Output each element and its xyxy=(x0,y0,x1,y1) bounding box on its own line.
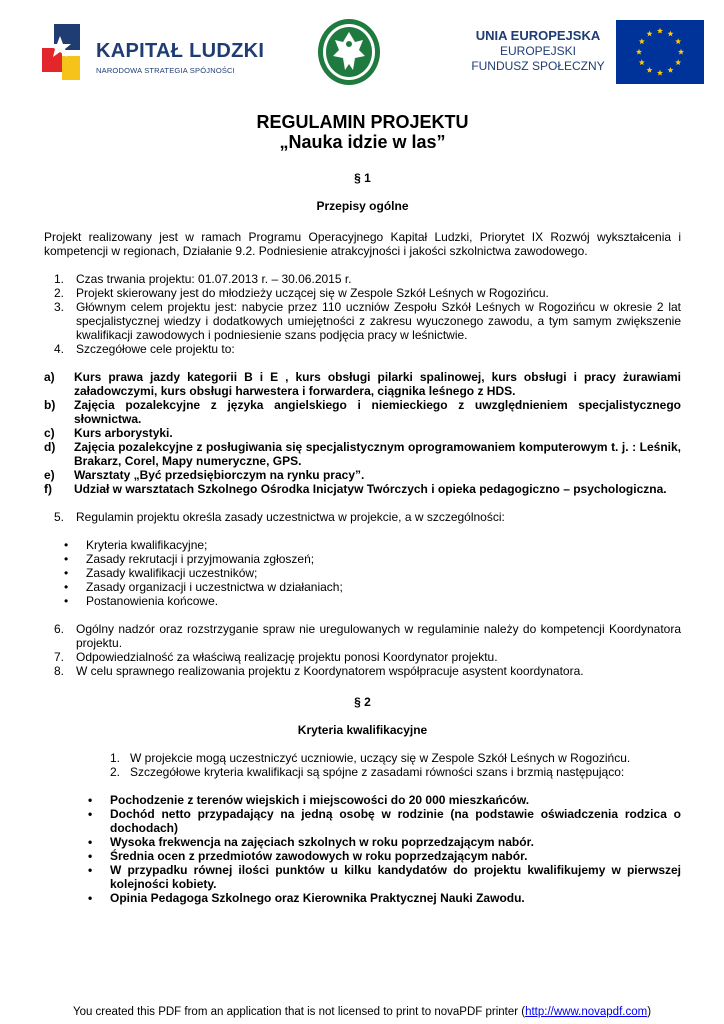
project-goals-list xyxy=(44,370,681,496)
eu-flag-icon xyxy=(616,20,704,84)
kapital-ludzki-logo xyxy=(40,22,270,84)
list-item: • Dochód netto przypadający na jedną osobę w rodzinie (na podstawie oświadczenia rodzica o dochodach) xyxy=(88,807,681,835)
list-item: • W przypadku równej ilości punktów u kilku kandydatów do projektu kwalifikujemy w pierwszej kolejności kobiety. xyxy=(88,863,681,891)
list-item: 6. Ogólny nadzór oraz rozstrzyganie spraw nie uregulowanych w regulaminie należy do kompetencji Koordynatora projektu. xyxy=(54,622,681,650)
list-item: 2. Szczegółowe kryteria kwalifikacji są spójne z zasadami równości szans i brzmią następująco: xyxy=(110,765,625,779)
eu-line1: UNIA EUROPEJSKA xyxy=(475,28,601,43)
document-body xyxy=(44,112,681,905)
list-item: • Postanowienia końcowe. xyxy=(64,594,219,608)
logo-title: KAPITAŁ LUDZKI xyxy=(96,40,265,62)
list-item: 1. W projekcie mogą uczestniczyć uczniowie, uczący się w Zespole Szkół Leśnych w Rogozińcu. xyxy=(110,751,631,765)
list-item: • Kryteria kwalifikacyjne; xyxy=(64,538,208,552)
list-item: • Zasady organizacji i uczestnictwa w działaniach; xyxy=(64,580,343,594)
list-item: e) Warsztaty „Być przedsiębiorczym na rynku pracy”. xyxy=(44,468,365,482)
logo-subtitle: NARODOWA STRATEGIA SPÓJNOŚCI xyxy=(96,66,235,75)
regulation-scope-list xyxy=(44,538,681,608)
list-item: 3. Głównym celem projektu jest: nabycie przez 110 uczniów Zespołu Szkół Leśnych w Rogozińcu w okresie 2 lat specjalistycznej wiedzy i dodatkowych umiejętności z zakresu wyuczonego zawodu, a tym samym zwiększenie kwalifikacji zawodowych i podniesienie szans podjęcia pracy w leśnictwie. xyxy=(54,300,681,342)
novapdf-link[interactable]: http://www.novapdf.com xyxy=(525,1006,648,1018)
section1-intro: Projekt realizowany jest w ramach Programu Operacyjnego Kapitał Ludzki, Priorytet IX Rozwój wykształcenia i kompetencji w regionach, Działanie 9.2. Podniesienie atrakcyjności i jakości szkolnictwa zawodowego. xyxy=(44,230,681,258)
footer-text-end: ) xyxy=(647,1006,652,1018)
list-item: 1. Czas trwania projektu: 01.07.2013 r. – 30.06.2015 r. xyxy=(54,272,352,286)
eu-line2: EUROPEJSKI xyxy=(499,44,577,58)
list-item: 7. Odpowiedzialność za właściwą realizację projektu ponosi Koordynator projektu. xyxy=(54,650,498,664)
list-item: • Opinia Pedagoga Szkolnego oraz Kierownika Praktycznej Nauki Zawodu. xyxy=(88,891,525,905)
list-item: • Zasady kwalifikacji uczestników; xyxy=(64,566,258,580)
footer-text: You created this PDF from an application that is not licensed to print to novaPDF printer ( xyxy=(72,1006,526,1018)
section1-final-list xyxy=(44,622,681,678)
document-title: REGULAMIN PROJEKTU xyxy=(256,112,469,132)
list-item: 4. Szczegółowe cele projektu to: xyxy=(54,342,235,356)
list-item: • Średnia ocen z przedmiotów zawodowych w roku poprzedzającym nabór. xyxy=(88,849,528,863)
list-item: • Pochodzenie z terenów wiejskich i miejscowości do 20 000 mieszkańców. xyxy=(88,793,530,807)
list-item: 8. W celu sprawnego realizowania projektu z Koordynatorem współpracuje asystent koordynatora. xyxy=(54,664,584,678)
kapital-ludzki-emblem-icon xyxy=(40,22,96,84)
list-item: 2. Projekt skierowany jest do młodzieży uczącej się w Zespole Szkół Leśnych w Rogozińcu. xyxy=(54,286,549,300)
list-item: 5. Regulamin projektu określa zasady uczestnictwa w projekcie, a w szczególności: xyxy=(54,510,505,524)
section2-numbered-list xyxy=(44,751,681,779)
list-item: • Zasady rekrutacji i przyjmowania zgłoszeń; xyxy=(64,552,315,566)
document-subtitle: „Nauka idzie w las” xyxy=(279,132,446,152)
forest-emblem-icon xyxy=(317,18,381,86)
pdf-footer xyxy=(0,1006,724,1018)
list-item: b) Zajęcia pozalekcyjne z języka angielskiego i niemieckiego z uwzględnieniem specjalistycznego słownictwa. xyxy=(44,398,681,426)
eu-fund-label xyxy=(468,28,608,74)
list-item: f) Udział w warsztatach Szkolnego Ośrodka Inicjatyw Twórczych i opieka pedagogiczno – psychologiczna. xyxy=(44,482,667,496)
list-item: d) Zajęcia pozalekcyjne z posługiwania się specjalistycznym oprogramowaniem komputerowym t. j. : Leśnik, Brakarz, Corel, Mapy numeryczne, GPS. xyxy=(44,440,681,468)
qualification-criteria-list xyxy=(44,793,681,905)
section2-heading: Kryteria kwalifikacyjne xyxy=(297,723,428,737)
list-item: • Wysoka frekwencja na zajęciach szkolnych w roku poprzedzającym nabór. xyxy=(88,835,534,849)
section2-number: § 2 xyxy=(354,695,371,709)
section1-number: § 1 xyxy=(354,171,371,185)
section1-heading: Przepisy ogólne xyxy=(316,199,409,213)
list-item: a) Kurs prawa jazdy kategorii B i E , kurs obsługi pilarki spalinowej, kurs obsługi i pracy żurawiami załadowczymi, kurs obsługi harwestera i forwardera, ciągnika leśnego z HDS. xyxy=(44,370,681,398)
section1-numbered-list xyxy=(44,272,681,356)
list-item: c) Kurs arborystyki. xyxy=(44,426,173,440)
eu-line3: FUNDUSZ SPOŁECZNY xyxy=(471,59,605,73)
page-header xyxy=(0,0,724,100)
